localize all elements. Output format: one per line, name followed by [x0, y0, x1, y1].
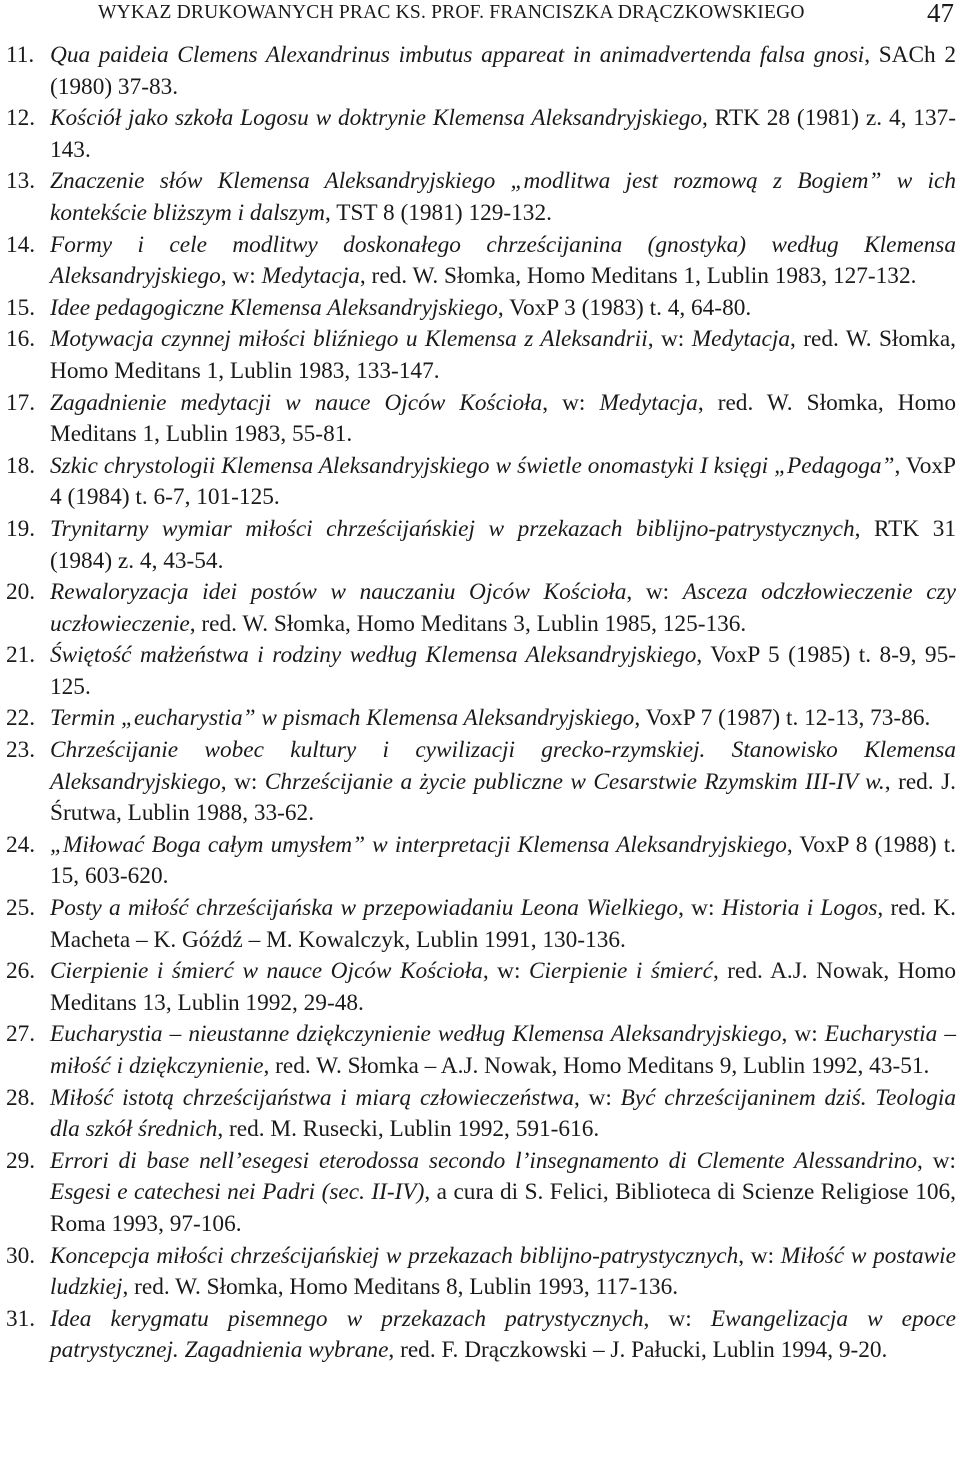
page-number: 47 [927, 0, 954, 28]
italic-title-segment: Szkic chrystologii Klemensa Aleksandryjskiego w świetle onomastyki I księgi „Pedagoga” [50, 452, 895, 479]
bibliography-entry [6, 1146, 956, 1241]
citation-segment: , red. J. Śrutwa, Lublin 1988, 33-62. [50, 768, 956, 827]
citation-segment: , red. W. Słomka, Homo Meditans 8, Lublin 1993, 117-136. [122, 1274, 679, 1301]
citation-segment: , a cura di S. Felici, Biblioteca di Scienze Religiose 106, Roma 1993, 97-106. [50, 1179, 956, 1237]
italic-title-segment: Cierpienie i śmierć [528, 958, 713, 985]
citation-segment: , red. W. Słomka, Homo Meditans 1, Lublin 1983, 133-147. [50, 326, 956, 384]
citation-segment: , red. A.J. Nowak, Homo Meditans 13, Lublin 1992, 29-48. [50, 958, 956, 1016]
citation-segment: , w: [542, 389, 600, 416]
entry-number: 15. [6, 294, 36, 321]
entry-citation [50, 40, 956, 103]
italic-title-segment: Medytacja [261, 263, 360, 290]
italic-title-segment: Termin „eucharystia” w pismach Klemensa Aleksandryjskiego [50, 705, 635, 732]
italic-title-segment: Medytacja [691, 326, 791, 353]
citation-segment: , red. W. Słomka, Homo Meditans 1, Lublin 1983, 55-81. [50, 389, 956, 448]
italic-title-segment: Rewaloryzacja idei postów w nauczaniu Ojców Kościoła [50, 579, 627, 606]
italic-title-segment: Historia i Logos [721, 895, 878, 922]
entry-citation [50, 166, 956, 229]
entry-number: 13. [6, 168, 36, 195]
entry-number: 24. [6, 831, 36, 858]
entry-citation [50, 893, 956, 956]
entry-number: 19. [6, 515, 36, 542]
italic-title-segment: Trynitarny wymiar miłości chrześcijańskiej w przekazach biblijno-patrystycznych [50, 515, 855, 542]
entry-number: 27. [6, 1021, 36, 1048]
italic-title-segment: Chrześcijanie a życie publiczne w Cesarstwie Rzymskim III-IV w. [264, 768, 885, 795]
italic-title-segment: Miłość w postawie ludzkiej [50, 1242, 956, 1301]
citation-segment: , RTK 28 (1981) z. 4, 137-143. [50, 105, 956, 163]
bibliography-entry [6, 388, 956, 451]
italic-title-segment: Ewangelizacja w epoce patrystycznej. Zagadnienia wybrane [50, 1305, 956, 1364]
citation-segment: , w: [626, 579, 683, 606]
entry-number: 30. [6, 1242, 36, 1269]
entry-citation [50, 1083, 956, 1146]
entry-citation [50, 1304, 956, 1367]
citation-segment: , w: [781, 1021, 825, 1048]
italic-title-segment: Formy i cele modlitwy doskonałego chrześcijanina (gnostyka) według Klemensa Aleksandryjskiego [50, 231, 956, 290]
citation-segment: , VoxP 7 (1987) t. 12-13, 73-86. [634, 705, 931, 732]
entry-citation [50, 1241, 956, 1304]
bibliography-entry [6, 956, 956, 1019]
citation-segment: , RTK 31 (1984) z. 4, 43-54. [50, 515, 956, 574]
italic-title-segment: Świętość małżeństwa i rodziny według Klemensa Aleksandryjskiego [50, 642, 697, 669]
bibliography-entry [6, 735, 956, 830]
entry-number: 11. [6, 42, 35, 68]
citation-segment: , w: [738, 1242, 781, 1269]
italic-title-segment: Miłość istotą chrześcijaństwa i miarą człowieczeństwa [50, 1084, 574, 1111]
italic-title-segment: „Miłować Boga całym umysłem” w interpretacji Klemensa Aleksandryjskiego [50, 831, 787, 858]
entry-number: 31. [6, 1305, 36, 1332]
bibliography-entry [6, 830, 956, 893]
entry-citation [50, 735, 956, 830]
bibliography-entry [6, 893, 956, 956]
bibliography-entry [6, 640, 956, 703]
entry-citation [50, 293, 956, 325]
citation-segment: , w: [917, 1147, 956, 1174]
bibliography-entry [6, 703, 956, 735]
bibliography-entry [6, 40, 956, 103]
entry-number: 29. [6, 1147, 36, 1174]
citation-segment: , red. M. Rusecki, Lublin 1992, 591-616. [217, 1116, 600, 1143]
italic-title-segment: Idea kerygmatu pisemnego w przekazach patrystycznych [50, 1305, 644, 1332]
italic-title-segment: Być chrześcijaninem dziś. Teologia dla szkół średnich [50, 1084, 956, 1143]
bibliography-entry [6, 293, 956, 325]
citation-segment: , w: [220, 263, 262, 290]
running-title: WYKAZ DRUKOWANYCH PRAC KS. PROF. FRANCISZKA DRĄCZKOWSKIEGO [98, 2, 805, 23]
italic-title-segment: Kościół jako szkoła Logosu w doktrynie Klemensa Aleksandryjskiego [50, 105, 703, 132]
citation-segment: , red. W. Słomka, Homo Meditans 3, Lublin 1985, 125-136. [189, 610, 747, 637]
entry-number: 20. [6, 579, 36, 606]
italic-title-segment: Medytacja [599, 389, 698, 416]
citation-segment: , w: [220, 768, 265, 795]
citation-segment: , VoxP 4 (1984) t. 6-7, 101-125. [50, 452, 956, 511]
citation-segment: , red. W. Słomka, Homo Meditans 1, Lublin 1983, 127-132. [359, 263, 917, 290]
italic-title-segment: Znaczenie słów Klemensa Aleksandryjskiego „modlitwa jest rozmową z Bogiem” w ich kontekście bliższym i dalszym [50, 168, 956, 226]
citation-segment: , w: [678, 895, 722, 922]
bibliography-entry [6, 577, 956, 640]
citation-segment: , VoxP 5 (1985) t. 8-9, 95-125. [50, 642, 956, 700]
citation-segment: , w: [573, 1084, 621, 1111]
entry-number: 22. [6, 705, 36, 732]
entry-number: 12. [6, 105, 36, 132]
bibliography-entry [6, 166, 956, 229]
italic-title-segment: Motywacja czynnej miłości bliźniego u Klemensa z Aleksandrii [50, 326, 648, 353]
entry-number: 28. [6, 1084, 36, 1111]
entry-citation [50, 1019, 956, 1082]
citation-segment: , SACh 2 (1980) 37-83. [50, 42, 956, 100]
entry-number: 25. [6, 895, 36, 922]
citation-segment: , TST 8 (1981) 129-132. [324, 199, 552, 226]
citation-segment: , red. W. Słomka – A.J. Nowak, Homo Meditans 9, Lublin 1992, 43-51. [263, 1053, 930, 1079]
citation-segment: , VoxP 3 (1983) t. 4, 64-80. [497, 294, 752, 321]
entry-number: 16. [6, 326, 36, 353]
bibliography-entry [6, 1083, 956, 1146]
entry-number: 14. [6, 231, 36, 258]
bibliography-entry [6, 324, 956, 387]
bibliography-list [6, 40, 956, 1367]
entry-citation [50, 230, 956, 293]
italic-title-segment: Chrześcijanie wobec kultury i cywilizacji grecko-rzymskiej. Stanowisko Klemensa Aleksandryjskiego [50, 737, 956, 795]
entry-citation [50, 830, 956, 893]
bibliography-entry [6, 103, 956, 166]
italic-title-segment: Qua paideia Clemens Alexandrinus imbutus appareat in animadvertenda falsa gnosi [50, 42, 865, 68]
citation-segment: , w: [647, 326, 692, 353]
entry-citation [50, 956, 956, 1019]
italic-title-segment: Eucharystia – nieustanne dziękczynienie według Klemensa Aleksandryjskiego [50, 1021, 782, 1048]
bibliography-entry [6, 1304, 956, 1367]
citation-segment: , w: [482, 958, 529, 985]
italic-title-segment: Eucharystia – miłość i dziękczynienie [50, 1021, 956, 1079]
entry-citation [50, 103, 956, 166]
entry-citation [50, 451, 956, 514]
italic-title-segment: Zagadnienie medytacji w nauce Ojców Kościoła [50, 389, 543, 416]
italic-title-segment: Idee pedagogiczne Klemensa Aleksandryjskiego [50, 294, 498, 321]
bibliography-entry [6, 1019, 956, 1082]
entry-citation [50, 388, 956, 451]
entry-citation [50, 324, 956, 387]
entry-number: 26. [6, 958, 36, 985]
running-header [10, 0, 954, 34]
citation-segment: , w: [643, 1305, 711, 1332]
entry-citation [50, 1146, 956, 1241]
bibliography-entry [6, 451, 956, 514]
entry-citation [50, 640, 956, 703]
italic-title-segment: Cierpienie i śmierć w nauce Ojców Kościoła [50, 958, 483, 985]
bibliography-entry [6, 514, 956, 577]
citation-segment: , red. F. Drączkowski – J. Pałucki, Lublin 1994, 9-20. [388, 1337, 888, 1364]
entry-citation [50, 577, 956, 640]
entry-number: 21. [6, 642, 36, 669]
italic-title-segment: Posty a miłość chrześcijańska w przepowiadaniu Leona Wielkiego [50, 895, 679, 922]
entry-citation [50, 514, 956, 577]
italic-title-segment: Esgesi e catechesi nei Padri (sec. II-IV) [50, 1179, 425, 1206]
italic-title-segment: Asceza odczłowieczenie czy uczłowieczenie [50, 579, 956, 637]
entry-number: 23. [6, 737, 36, 764]
entry-citation [50, 703, 956, 735]
bibliography-entry [6, 230, 956, 293]
entry-number: 18. [6, 452, 36, 479]
bibliography-entry [6, 1241, 956, 1304]
citation-segment: , VoxP 8 (1988) t. 15, 603-620. [50, 831, 957, 890]
italic-title-segment: Koncepcja miłości chrześcijańskiej w przekazach biblijno-patrystycznych [50, 1242, 739, 1269]
entry-number: 17. [6, 389, 36, 416]
italic-title-segment: Errori di base nell’esegesi eterodossa secondo l’insegnamento di Clemente Alessandrino [50, 1147, 917, 1174]
citation-segment: , red. K. Macheta – K. Góźdź – M. Kowalczyk, Lublin 1991, 130-136. [50, 895, 956, 953]
